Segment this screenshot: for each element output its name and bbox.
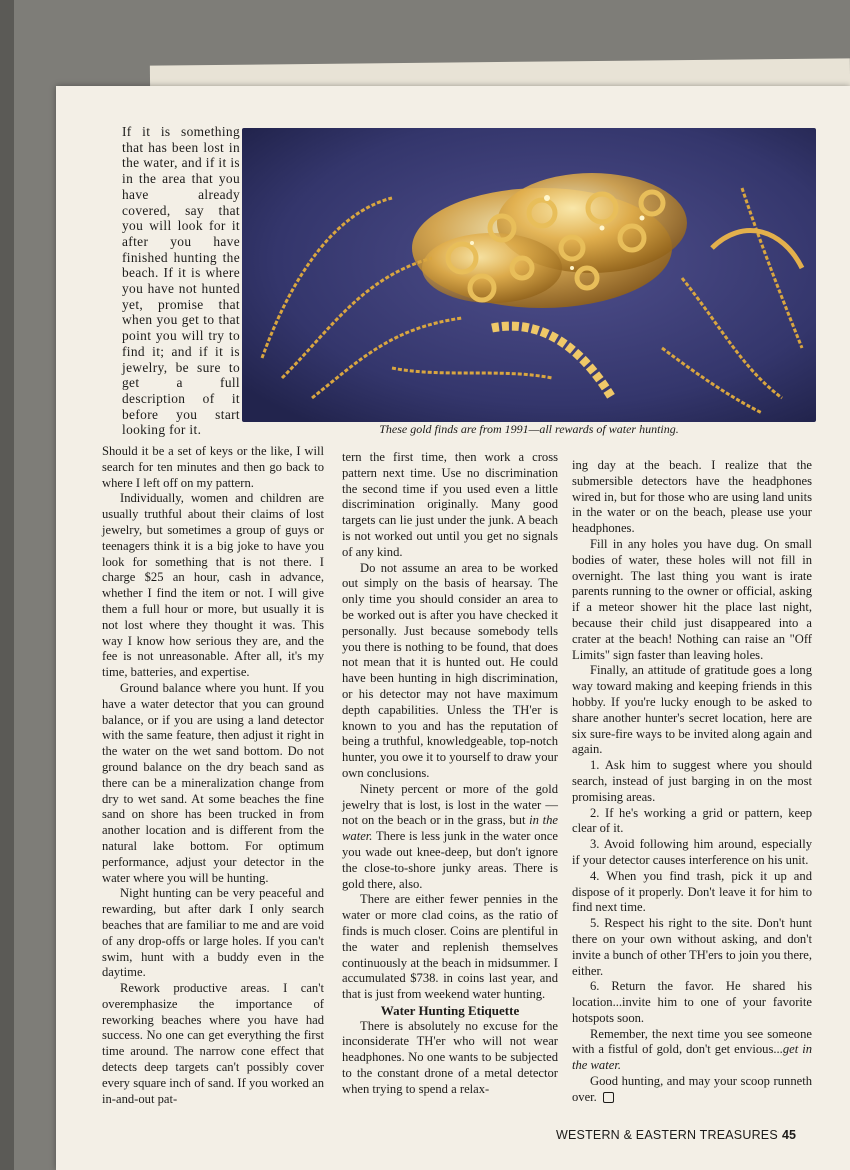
text-run: Ninety percent or more of the gold jewelry that is lost, is lost in the water — not on the beach or in the grass, but bbox=[342, 781, 558, 828]
column-2 bbox=[342, 450, 558, 1098]
list-item: 3. Avoid following him around, especially if your detector causes interference on his unit. bbox=[572, 837, 812, 867]
list-item: 1. Ask him to suggest where you should search, instead of just barging in on the most promising areas. bbox=[572, 758, 812, 804]
section-heading: Water Hunting Etiquette bbox=[380, 1002, 520, 1018]
paragraph: tern the first time, then work a cross pattern next time. Use no discrimination the second time if you used even a little discrimination originally. Many good targets can lie just under the junk. A beach is not worked out until you get no signals of any kind. bbox=[342, 450, 558, 559]
paragraph: There are either fewer pennies in the water or more clad coins, as the ratio of finds is much closer. Coins are plentiful in the water and replenish themselves continuously at the beach in midsummer. I accumulated $738. in coins last year, and that is just from weekend water hunting. bbox=[342, 892, 558, 1002]
text-run: Good hunting, and may your scoop runneth over. bbox=[572, 1074, 812, 1104]
photo-caption: These gold finds are from 1991—all rewards of water hunting. bbox=[379, 422, 679, 436]
list-item: 2. If he's working a grid or pattern, keep clear of it. bbox=[572, 805, 812, 836]
paragraph: Individually, women and children are usually truthful about their claims of lost jewelry, but sometimes a group of guys or teenagers think it is a big joke to have you look for something that is not there. I charge $25 an hour, cash in advance, whether I find the item or not. I will give them a full hour or more, but usually it is not lost where they thought it was. This way I know how serious they are, and the fee is not unreasonable. After all, it's my time, batteries, and expertise. bbox=[102, 491, 324, 680]
scan-binding-edge bbox=[0, 0, 14, 1170]
intro-paragraph: If it is something that has been lost in the water, and if it is in the area that you have already covered, say that you will look for it after you have finished hunting the beach. If it is where you have not hunted yet, promise that when you get to that point you will try to find it; and if it is jewelry, be sure to get a full description of it before you start looking for it. bbox=[122, 124, 240, 438]
paragraph: Do not assume an area to be worked out simply on the basis of hearsay. The only time you should consider an area to be worked out is after you have checked it personally. Just because somebody tells you there is nothing to be found, that does not mean that it is hunted out. He could have been hunting in high discrimination, or his detector may not have maximum depth capabilities. Unless the TH'er is known to you and has the reputation of being a truthful, knowledgeable, top-notch hunter, you owe it to yourself to draw your own conclusions. bbox=[342, 560, 558, 780]
paragraph bbox=[572, 1027, 812, 1074]
paragraph: Ground balance where you hunt. If you have a water detector that you can ground balance, or if you are using a land detector with the same feature, then adjust it right in the water on the wet sand bottom. Do not ground balance on the dry beach sand as there can be a mineralization change from dry to wet sand. At some beaches the fine sand on shore has been trucked in from another location and is different from the natural lake bottom. For optimum performance, adjust your detector in the water where you will be hunting. bbox=[102, 680, 324, 885]
magazine-page bbox=[56, 86, 850, 1170]
paragraph: Night hunting can be very peaceful and rewarding, but after dark I only search beaches that are familiar to me and are void of any drop-offs or large holes. If you can't swim, hunt with a buddy even in the daytime. bbox=[102, 886, 324, 980]
emphasis-text: get in the water. bbox=[572, 1042, 812, 1073]
gold-jewelry-illustration bbox=[242, 128, 816, 422]
page-number: 45 bbox=[782, 1128, 796, 1142]
paragraph bbox=[572, 1074, 812, 1106]
paragraph: There is absolutely no excuse for the inconsiderate TH'er who will not wear headphones. No one wants to be subjected to the constant drone of a metal detector when trying to spend a relax- bbox=[342, 1018, 558, 1096]
list-item: 5. Respect his right to the site. Don't hunt there on your own without asking, and don't invite a bunch of other TH'ers to join you there, either. bbox=[572, 916, 812, 978]
paragraph: Should it be a set of keys or the like, I will search for ten minutes and then go back to where I left off on my pattern. bbox=[102, 444, 324, 490]
end-mark-icon bbox=[603, 1092, 614, 1103]
magazine-name: WESTERN & EASTERN TREASURES bbox=[556, 1128, 778, 1142]
text-run: Remember, the next time you see someone with a fistful of gold, don't get envious... bbox=[572, 1026, 812, 1057]
column-3 bbox=[572, 458, 812, 1106]
list-item: 4. When you find trash, pick it up and dispose of it properly. Don't leave it for him to find next time. bbox=[572, 868, 812, 915]
paragraph: Finally, an attitude of gratitude goes a long way toward making and keeping friends in this hobby. If you're lucky enough to be asked to share another hunter's secret location, here are six sure-fire ways to be invited along again and again. bbox=[572, 663, 812, 757]
emphasis-text: in the water. bbox=[342, 813, 558, 844]
column-1 bbox=[102, 444, 324, 1107]
list-item: 6. Return the favor. He shared his location...invite him to one of your favorite hotspots soon. bbox=[572, 979, 812, 1025]
paragraph: Fill in any holes you have dug. On small bodies of water, these holes will not fill in overnight. The last thing you want is irate parents running to the owner or official, asking if a meteor shower hit the place last night, because their child just disappeared into a crater at the beach! Nothing can raise an "Off Limits" sign faster than leaving holes. bbox=[572, 536, 812, 662]
paragraph: Rework productive areas. I can't overemphasize the importance of reworking beaches where you have had success. No one can get everything the first time around. The narrow cone effect that detects deep targets can't possibly cover every square inch of sand. If you worked an in-and-out pat- bbox=[102, 981, 324, 1106]
gold-jewelry-photo bbox=[242, 128, 816, 422]
text-run: There is less junk in the water once you wade out knee-deep, but don't ignore the close-to-shore junky areas. There is gold there, also. bbox=[342, 829, 558, 891]
paragraph bbox=[342, 782, 558, 893]
paragraph: ing day at the beach. I realize that the submersible detectors have the headphones wired in, but for those who are using land units in the water or on the beach, please use your headphones. bbox=[572, 458, 812, 536]
